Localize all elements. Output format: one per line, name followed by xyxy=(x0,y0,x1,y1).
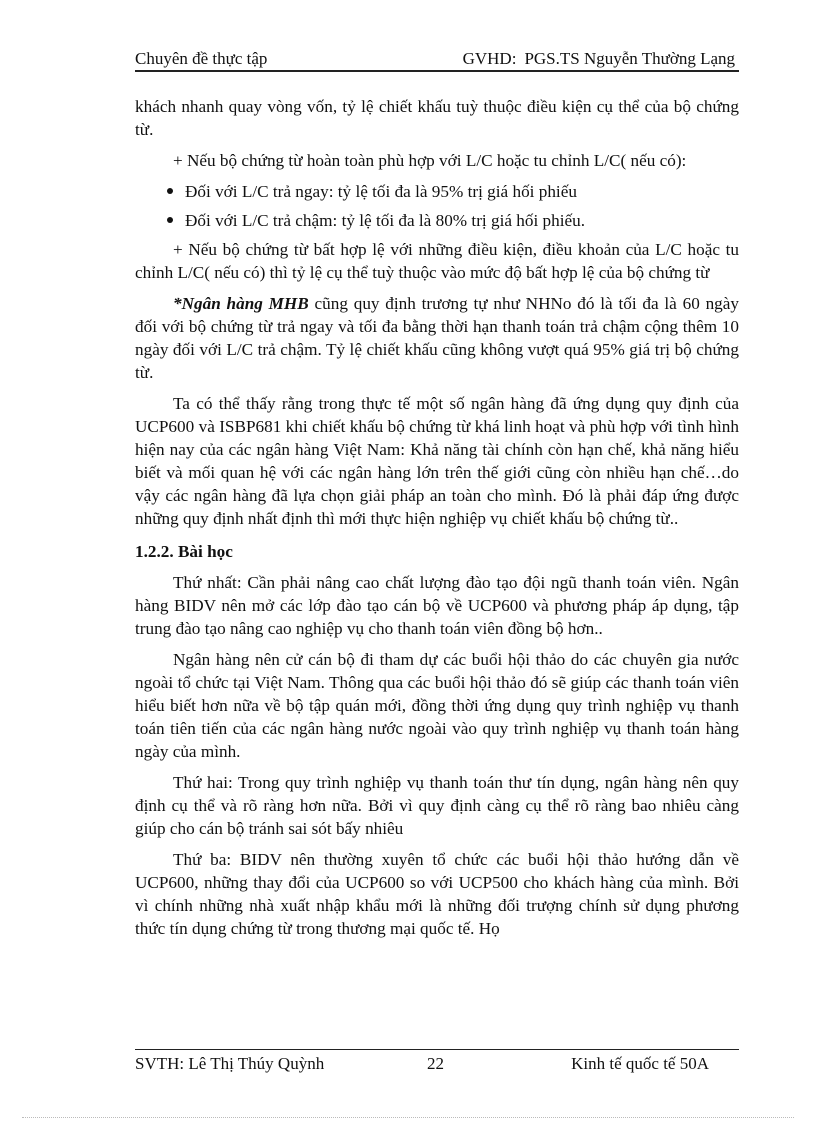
paragraph-4 xyxy=(135,292,739,384)
page-number: 22 xyxy=(427,1054,444,1073)
header-title: Chuyên đề thực tập xyxy=(135,49,268,68)
header-supervisor-name: PGS.TS Nguyễn Thường Lạng xyxy=(524,49,735,68)
paragraph-6: Thứ nhất: Cần phải nâng cao chất lượng đào tạo đội ngũ thanh toán viên. Ngân hàng BIDV nên mở các lớp đào tạo cán bộ về UCP600 và phương pháp áp dụng, tập trung đào tạo nâng cao nghiệp vụ cho thanh toán viên đồng bộ hơn.. xyxy=(135,573,739,638)
paragraph-8: Thứ hai: Trong quy trình nghiệp vụ thanh toán thư tín dụng, ngân hàng nên quy định cụ thể và rõ ràng hơn nữa. Bởi vì quy định càng cụ thể rõ ràng bao nhiêu càng giúp cho cán bộ tránh sai sót bấy nhiêu xyxy=(135,773,739,838)
bank-name-emphasis: *Ngân hàng MHB xyxy=(173,294,309,313)
bullet-item-2: Đối với L/C trả chậm: tỷ lệ tối đa là 80% trị giá hối phiếu. xyxy=(185,209,739,232)
header-supervisor xyxy=(463,49,735,69)
paragraph-7: Ngân hàng nên cử cán bộ đi tham dự các buổi hội thảo do các chuyên gia nước ngoài tổ chức tại Việt Nam. Thông qua các buổi hội thảo đó sẽ giúp các thanh toán viên hiểu biết hơn nữa về bộ tập quán mới, đồng thời ứng dụng quy trình nghiệp vụ thanh toán tiên tiến của các ngân hàng nước ngoài vào quy trình nghiệp vụ thanh toán hàng ngày của mình. xyxy=(135,650,739,761)
footer-class: Kinh tế quốc tế 50A xyxy=(571,1054,709,1073)
bullet-list xyxy=(135,180,739,232)
header-supervisor-label: GVHD: xyxy=(462,49,517,68)
paragraph-2: + Nếu bộ chứng từ hoàn toàn phù hợp với L/C hoặc tu chỉnh L/C( nếu có): xyxy=(173,151,687,170)
paragraph-5: Ta có thể thấy rằng trong thực tế một số ngân hàng đã ứng dụng quy định của UCP600 và ISBP681 khi chiết khấu bộ chứng từ khá linh hoạt và phù hợp với tình hình hiện nay của các ngân hàng Việt Nam: Khả năng tài chính còn hạn chế, khả năng hiểu biết và mối quan hệ với các ngân hàng lớn trên thế giới cũng còn nhiều hạn chế…do vậy các ngân hàng đã lựa chọn giải pháp an toàn cho mình. Đó là phải đáp ứng được những quy định nhất định thì mới thực hiện nghiệp vụ chiết khấu bộ chứng từ.. xyxy=(135,394,739,528)
paragraph-1: khách nhanh quay vòng vốn, tỷ lệ chiết khấu tuỳ thuộc điều kiện cụ thể của bộ chứng từ. xyxy=(135,97,739,139)
page-footer xyxy=(135,1049,739,1080)
section-heading: 1.2.2. Bài học xyxy=(135,542,233,561)
page-body xyxy=(135,95,739,948)
paragraph-3: + Nếu bộ chứng từ bất hợp lệ với những điều kiện, điều khoản của L/C hoặc tu chỉnh L/C( nếu có) thì tỷ lệ cụ thể tuỳ thuộc vào mức độ bất hợp lệ của bộ chứng từ xyxy=(135,240,739,282)
page-bottom-divider xyxy=(22,1117,794,1118)
footer-author: SVTH: Lê Thị Thúy Quỳnh xyxy=(135,1054,325,1073)
paragraph-4-text: cũng quy định trương tự như NHNo đó là tối đa là 60 ngày đối với bộ chứng từ trả ngay và tối đa bằng thời hạn thanh toán trả chậm cộng thêm 10 ngày đối với L/C trả chậm. Tỷ lệ chiết khấu cũng không vượt quá 95% giá trị bộ chứng từ. xyxy=(135,294,739,382)
page-header xyxy=(135,46,739,72)
bullet-item-1: Đối với L/C trả ngay: tỷ lệ tối đa là 95% trị giá hối phiếu xyxy=(185,180,739,203)
paragraph-9: Thứ ba: BIDV nên thường xuyên tổ chức các buổi hội thảo hướng dẫn về UCP600, những thay đổi của UCP600 so với UCP500 cho khách hàng của mình. Bởi vì chính những nhà xuất nhập khẩu mới là những đối trượng chính sử dụng phương thức tín dụng chứng từ trong thương mại quốc tế. Họ xyxy=(135,850,739,938)
